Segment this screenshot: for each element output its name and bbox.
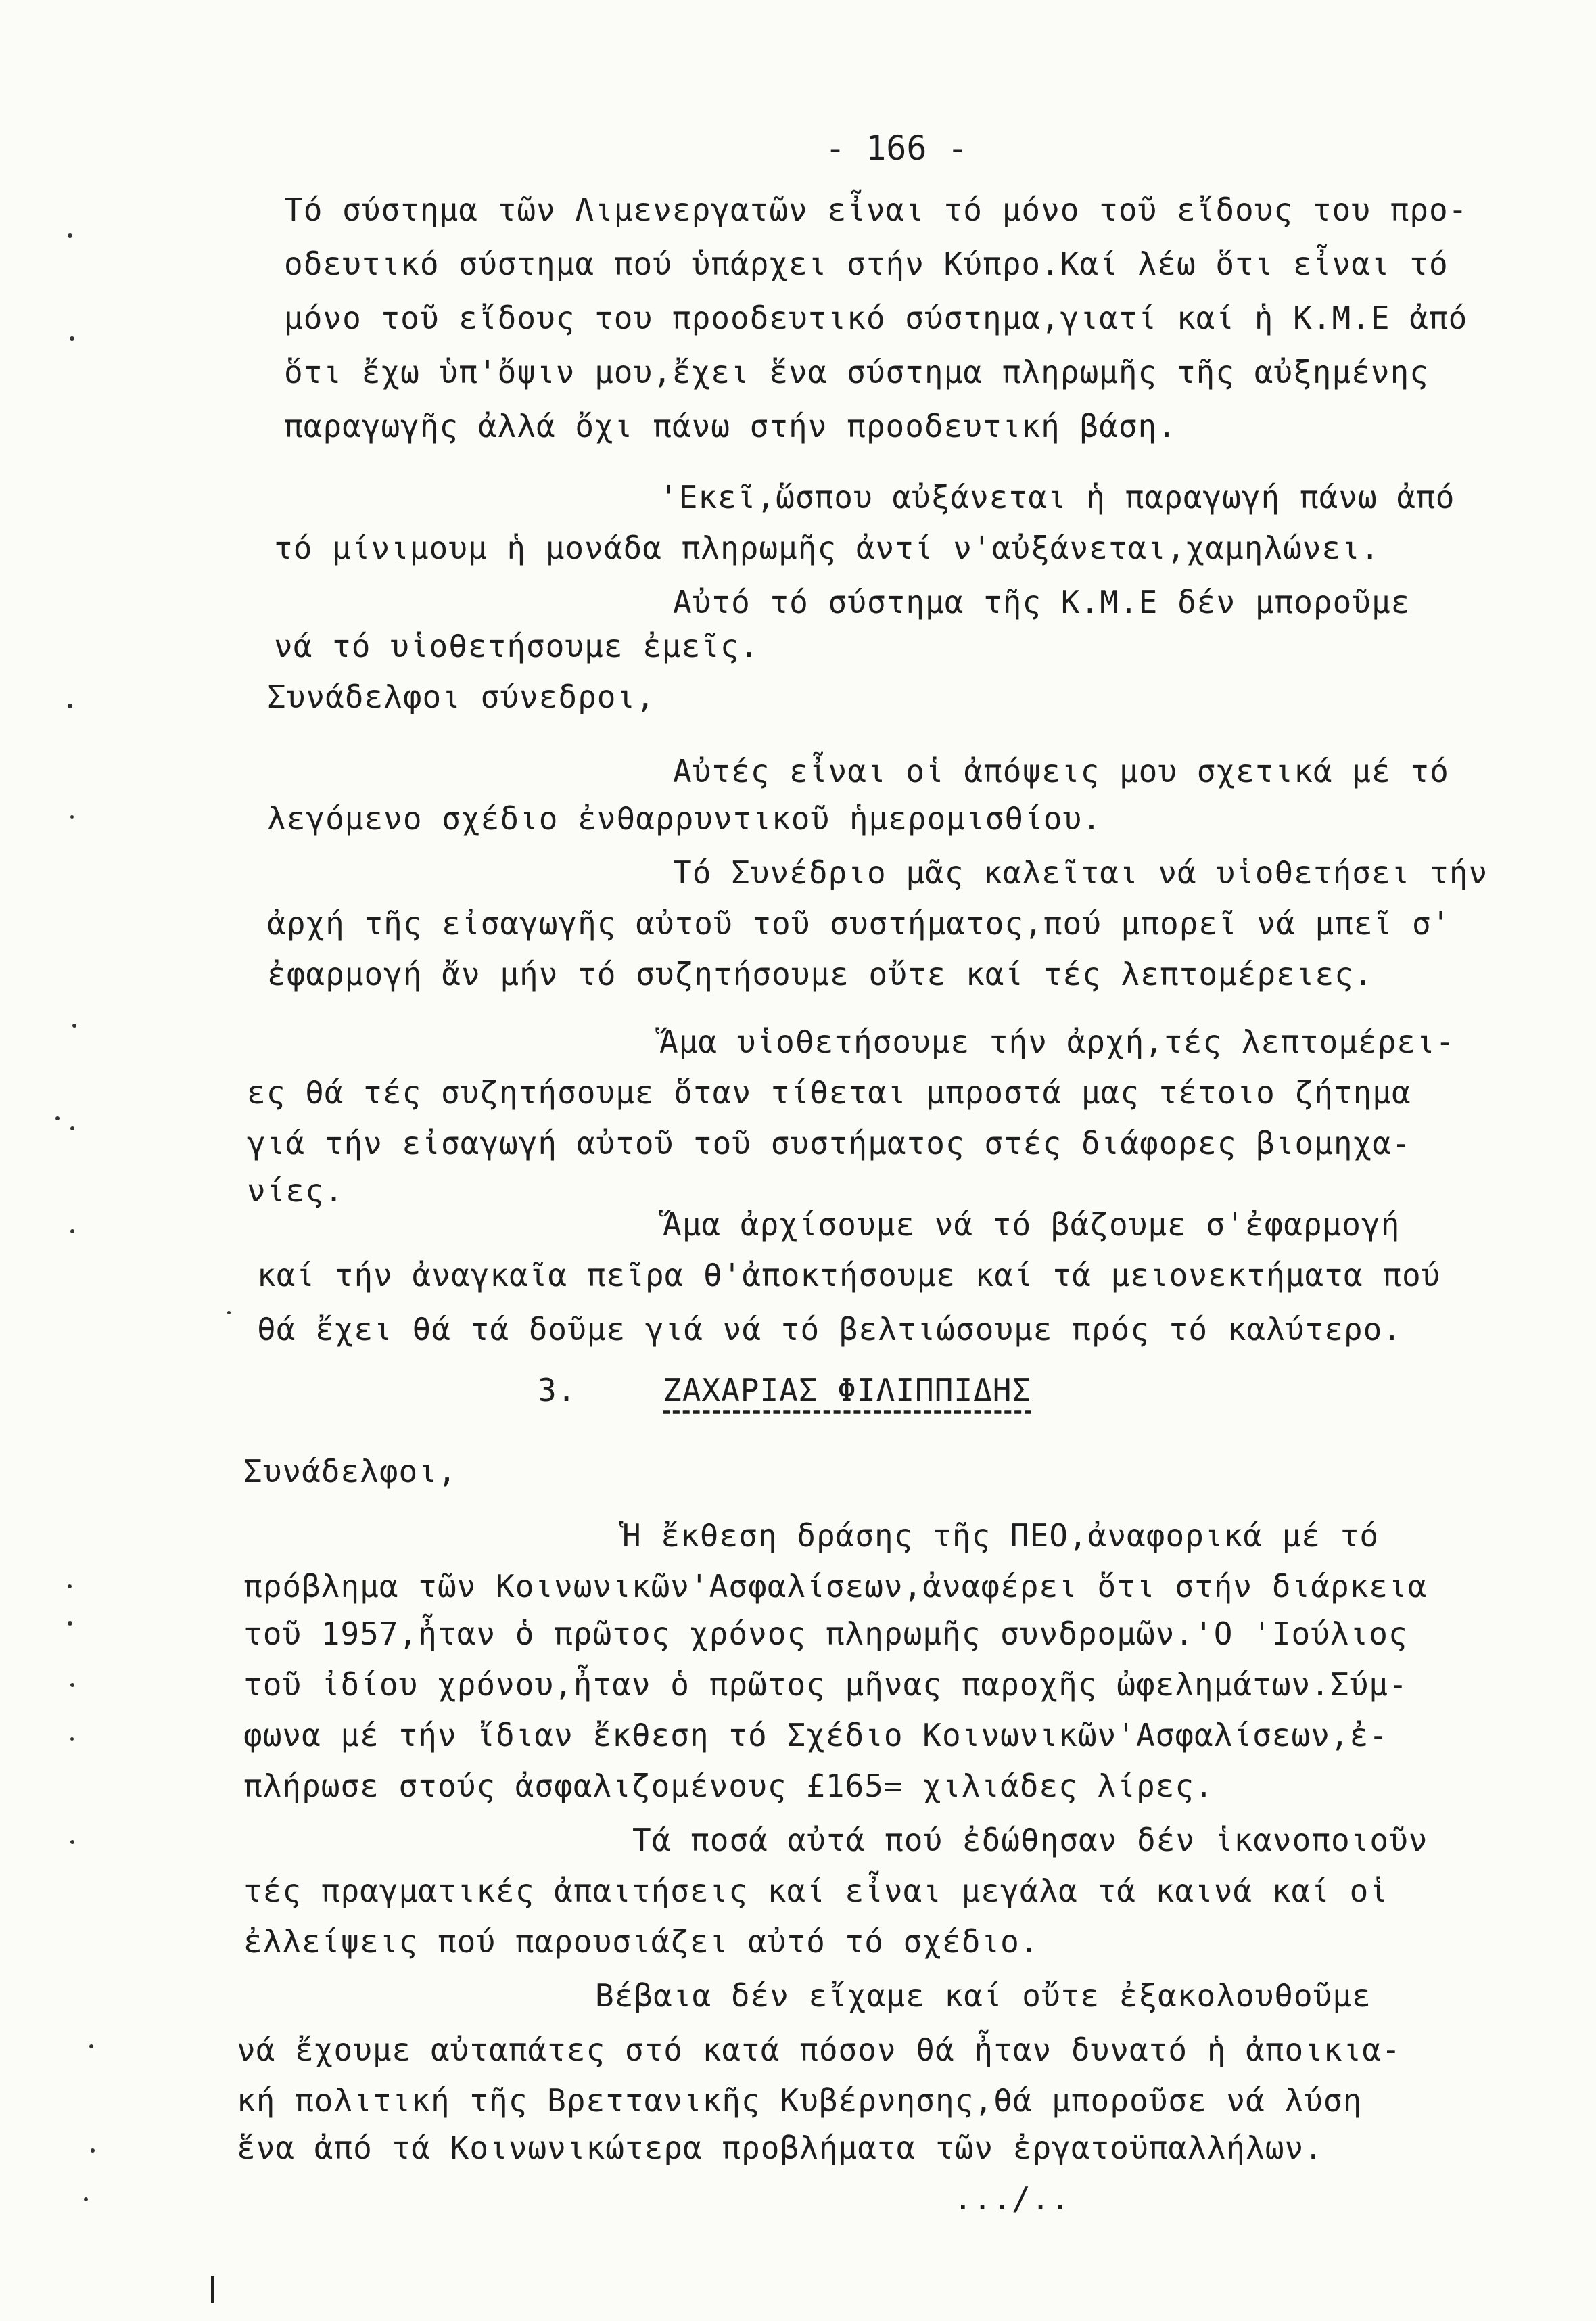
- text-line: Ἅμα υἱοθετήσουμε τήν ἀρχή,τές λεπτομέρει-: [659, 1024, 1455, 1060]
- text-line: Συνάδελφοι σύνεδροι,: [267, 679, 655, 715]
- scan-speck: [72, 1024, 76, 1028]
- scan-speck: [68, 704, 72, 708]
- continuation-mark: .../..: [954, 2180, 1071, 2217]
- scan-speck: [68, 1621, 72, 1626]
- text-line: κή πολιτική τῆς Βρεττανικῆς Κυβέρνησης,θά μποροῦσε νά λύση: [237, 2082, 1363, 2119]
- text-line: Ἅμα ἀρχίσουμε νά τό βάζουμε σ'ἐφαρμογή: [663, 1206, 1401, 1243]
- scan-speck: [70, 1737, 74, 1741]
- text-line: τό μίνιμουμ ἡ μονάδα πληρωμῆς ἀντί ν'αὐξάνεται,χαμηλώνει.: [274, 530, 1380, 566]
- text-line: λεγόμενο σχέδιο ἐνθαρρυντικοῦ ἡμερομισθίου.: [267, 800, 1102, 837]
- text-line: πρόβλημα τῶν Κοινωνικῶν'Ασφαλίσεων,ἀναφέρει ὅτι στήν διάρκεια: [243, 1568, 1428, 1605]
- text-line: Αὐτό τό σύστημα τῆς Κ.Μ.Ε δέν μποροῦμε: [673, 584, 1411, 620]
- text-line: νά ἔχουμε αὐταπάτες στό κατά πόσον θά ἦταν δυνατό ἡ ἀποικια-: [237, 2031, 1401, 2068]
- scan-speck: [70, 815, 74, 819]
- text-line: Βέβαια δέν εἴχαμε καί οὔτε ἐξακολουθοῦμε: [595, 1977, 1371, 2014]
- text-line: 'Εκεῖ,ὥσπου αὐξάνεται ἡ παραγωγή πάνω ἀπό: [659, 479, 1455, 515]
- text-line: ἐφαρμογή ἄν μήν τό συζητήσουμε οὔτε καί τές λεπτομέρειες.: [267, 956, 1374, 992]
- text-line: ὅτι ἔχω ὑπ'ὄψιν μου,ἔχει ἕνα σύστημα πληρωμῆς τῆς αὐξημένης: [284, 354, 1429, 390]
- text-line: Αὐτές εἶναι οἱ ἀπόψεις μου σχετικά μέ τό: [673, 753, 1449, 789]
- text-line: νά τό υἱοθετήσουμε ἐμεῖς.: [274, 628, 759, 664]
- scan-speck: [70, 1840, 74, 1844]
- scan-speck: [68, 1584, 72, 1588]
- text-line: Ἡ ἔκθεση δράσης τῆς ΠΕΟ,ἀναφορικά μέ τό: [622, 1517, 1380, 1554]
- text-line: Τό σύστημα τῶν Λιμενεργατῶν εἶναι τό μόνο τοῦ εἴδους του προ-: [284, 191, 1468, 228]
- scan-speck: [227, 1311, 231, 1314]
- text-line: θά ἔχει θά τά δοῦμε γιά νά τό βελτιώσουμε πρός τό καλύτερο.: [257, 1311, 1402, 1348]
- text-line: ἀρχή τῆς εἰσαγωγῆς αὐτοῦ τοῦ συστήματος,πού μπορεῖ νά μπεῖ σ': [267, 905, 1451, 942]
- text-line: παραγωγῆς ἀλλά ὄχι πάνω στήν προοδευτική βάση.: [284, 408, 1177, 444]
- text-line: ἐλλείψεις πού παρουσιάζει αὐτό τό σχέδιο.: [243, 1923, 1039, 1960]
- text-line: Τά ποσά αὐτά πού ἐδώθησαν δέν ἱκανοποιοῦν: [632, 1822, 1428, 1858]
- scan-speck: [84, 2197, 88, 2201]
- text-line: τοῦ ἰδίου χρόνου,ἦταν ὁ πρῶτος μῆνας παροχῆς ὠφελημάτων.Σύμ-: [243, 1666, 1408, 1703]
- scan-speck: [68, 233, 72, 238]
- scan-speck: [70, 1126, 74, 1130]
- speaker-heading: ΖΑΧΑΡΙΑΣ ΦΙΛΙΠΠΙΔΗΣ: [663, 1372, 1032, 1408]
- text-line: ἕνα ἀπό τά Κοινωνικώτερα προβλήματα τῶν ἐργατοϋπαλλήλων.: [237, 2130, 1323, 2166]
- text-line: τές πραγματικές ἀπαιτήσεις καί εἶναι μεγάλα τά καινά καί οἱ: [243, 1872, 1388, 1909]
- scan-edge-mark: [211, 2276, 214, 2303]
- text-line: μόνο τοῦ εἴδους του προοδευτικό σύστημα,γιατί καί ἡ Κ.Μ.Ε ἀπό: [284, 300, 1468, 336]
- text-line: νίες.: [247, 1172, 344, 1209]
- scan-speck: [70, 336, 74, 341]
- text-line: φωνα μέ τήν ἴδιαν ἔκθεση τό Σχέδιο Κοινωνικῶν'Ασφαλίσεων,ἐ-: [243, 1717, 1388, 1753]
- text-line: καί τήν ἀναγκαῖα πεῖρα θ'ἀποκτήσουμε καί τά μειονεκτήματα πού: [257, 1257, 1441, 1293]
- scan-speck: [55, 1116, 60, 1120]
- text-line: Τό Συνέδριο μᾶς καλεῖται νά υἱοθετήσει τήν: [673, 854, 1488, 891]
- text-line: οδευτικό σύστημα πού ὑπάρχει στήν Κύπρο.Καί λέω ὅτι εἶναι τό: [284, 246, 1449, 282]
- heading-number: 3.: [538, 1372, 577, 1408]
- scan-speck: [70, 1683, 74, 1687]
- text-line: τοῦ 1957,ἦταν ὁ πρῶτος χρόνος πληρωμῆς συνδρομῶν.'Ο 'Ιούλιος: [243, 1615, 1408, 1652]
- text-line: Συνάδελφοι,: [243, 1453, 457, 1490]
- text-line: ες θά τές συζητήσουμε ὅταν τίθεται μπροστά μας τέτοιο ζήτημα: [247, 1074, 1411, 1111]
- scan-speck: [70, 1229, 74, 1233]
- page-number: - 166 -: [825, 129, 968, 168]
- scan-speck: [91, 2148, 95, 2153]
- text-line: πλήρωσε στούς ἀσφαλιζομένους £165= χιλιάδες λίρες.: [243, 1768, 1214, 1804]
- scan-speck: [89, 2044, 93, 2048]
- text-line: γιά τήν εἰσαγωγή αὐτοῦ τοῦ συστήματος στές διάφορες βιομηχα-: [247, 1125, 1411, 1162]
